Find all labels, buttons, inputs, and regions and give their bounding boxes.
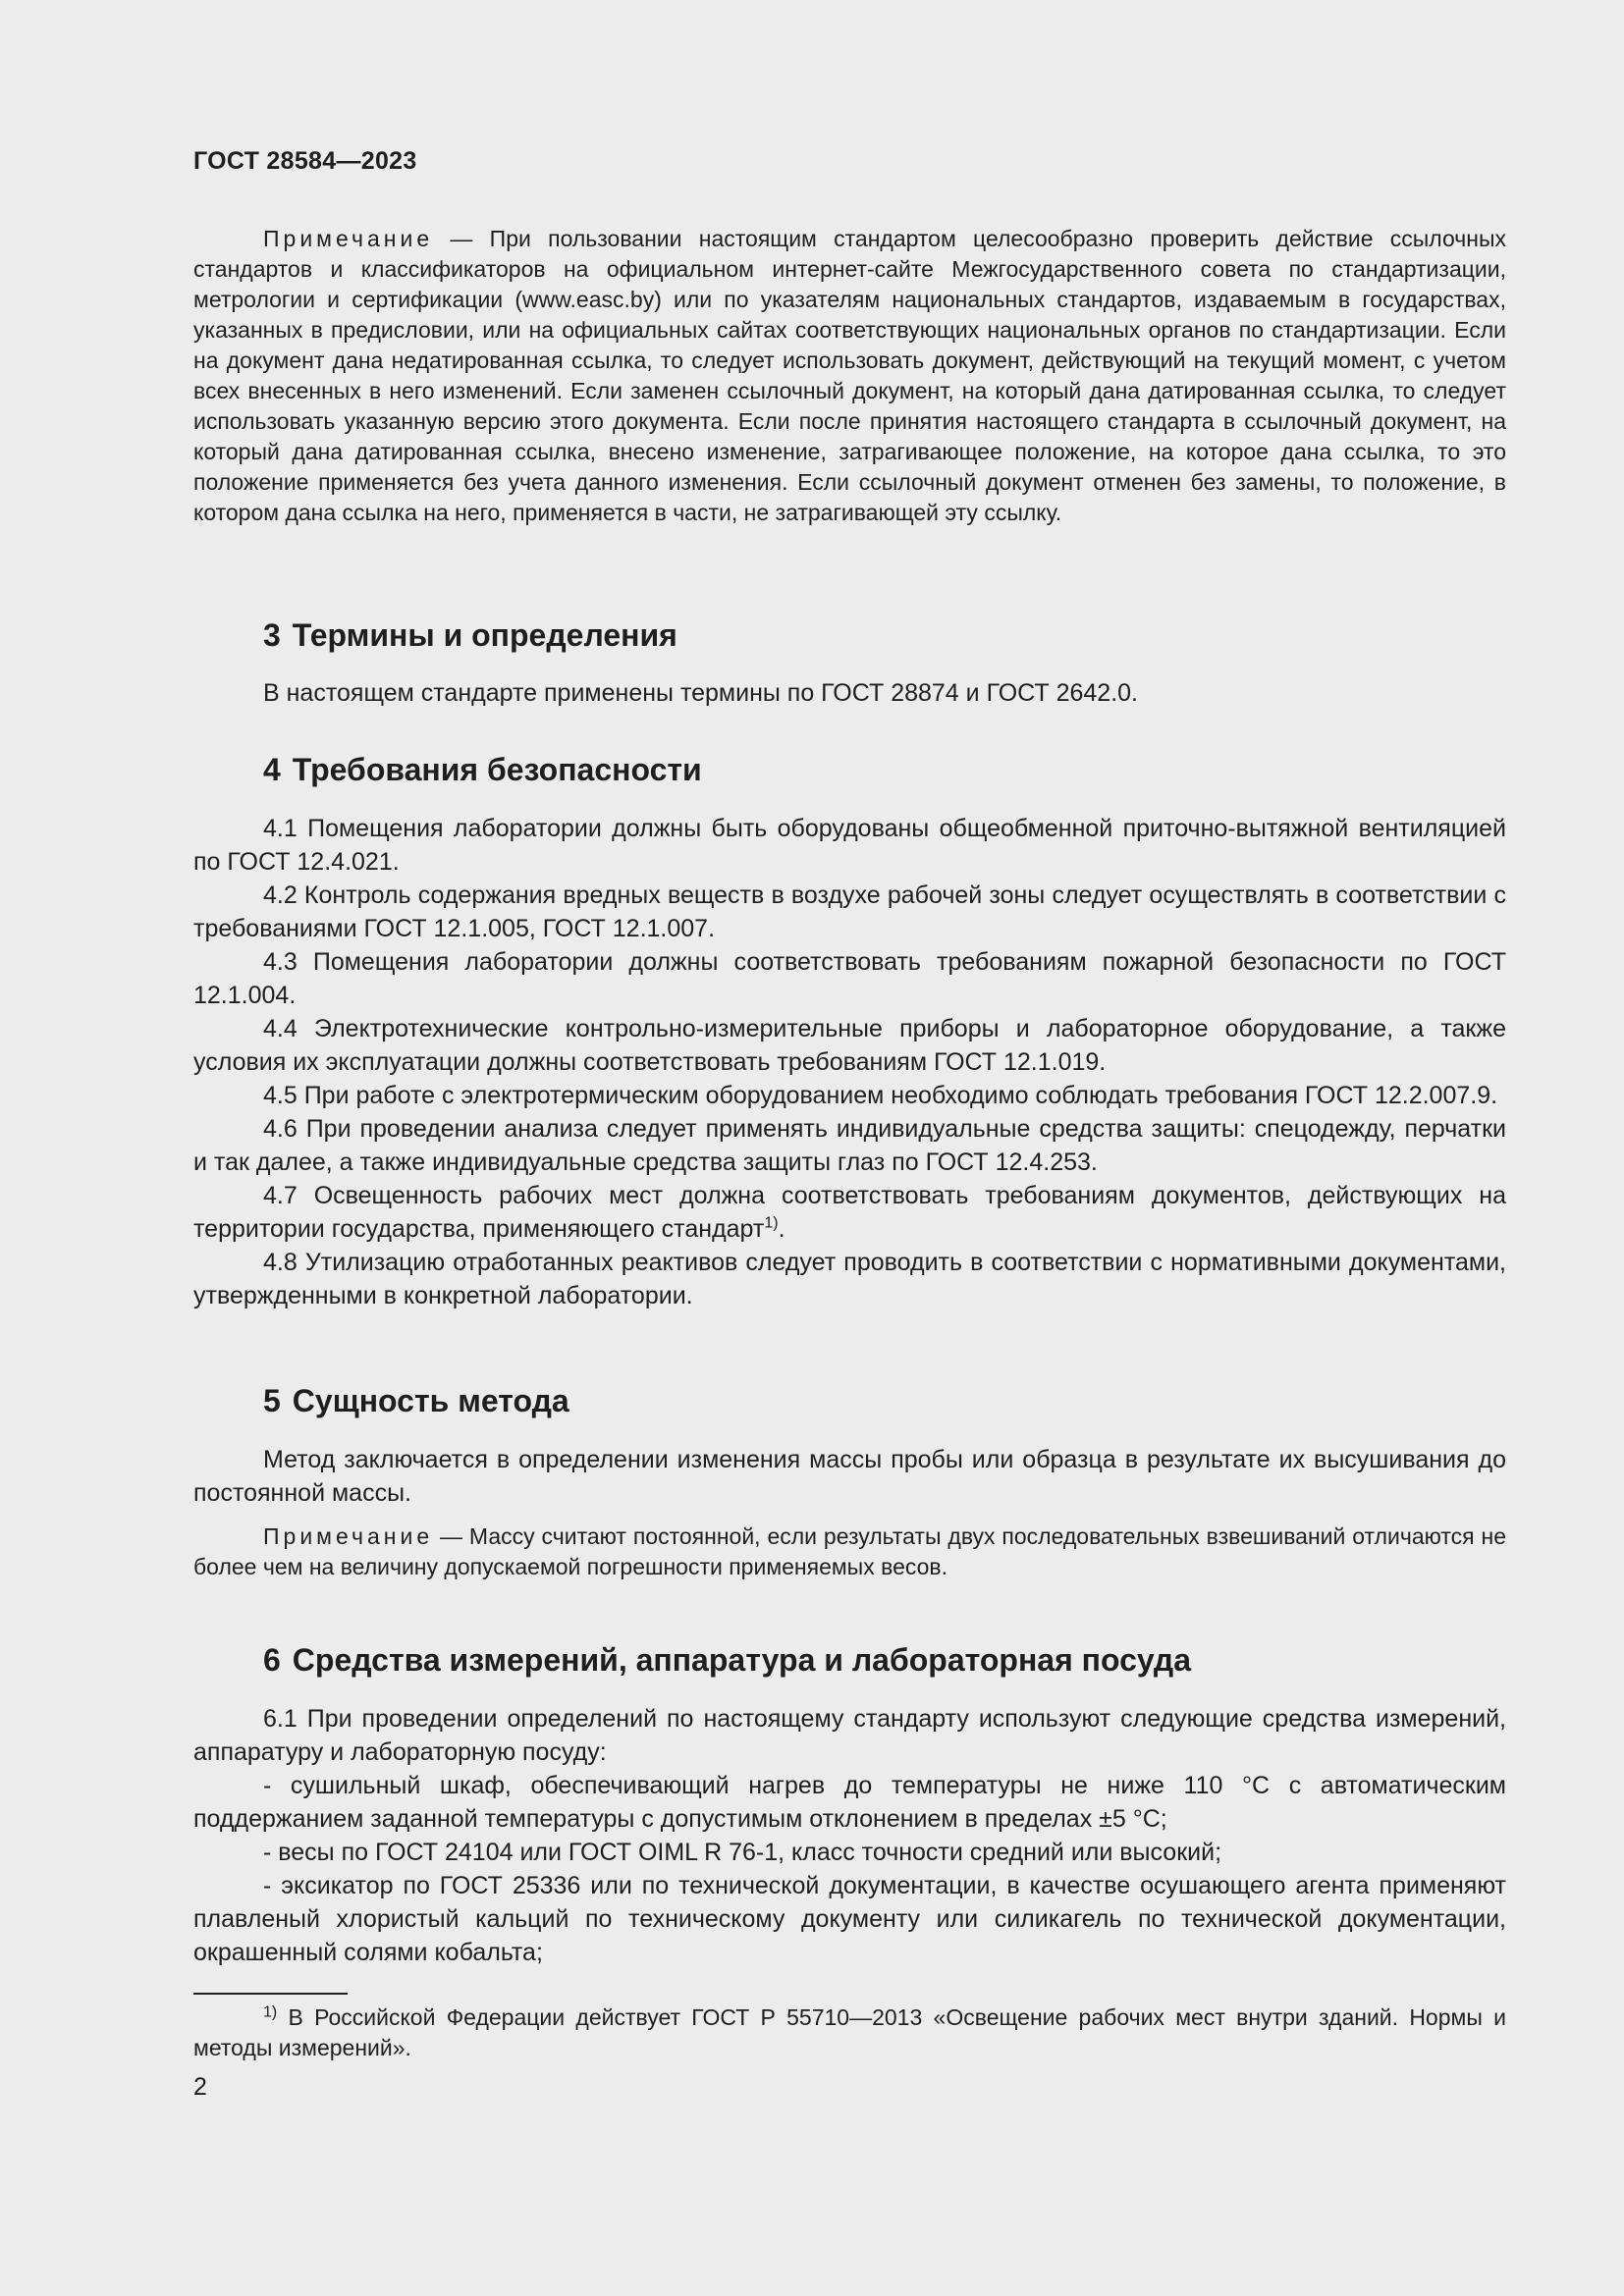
- footnote-divider: [193, 1993, 348, 1995]
- section-3-heading: [193, 615, 1506, 655]
- clause-4-4: 4.4 Электротехнические контрольно-измерительные приборы и лабораторное оборудование, а также условия их эксплуатации должны соответствовать требованиям ГОСТ 12.1.019.: [193, 1015, 1506, 1076]
- section-6-heading: [193, 1640, 1506, 1680]
- clause-4-6: 4.6 При проведении анализа следует применять индивидуальные средства защиты: спецодежду, перчатки и так далее, а также индивидуальные средства защиты глаз по ГОСТ 12.4.253.: [193, 1115, 1506, 1176]
- section-3-text: В настоящем стандарте применены термины по ГОСТ 28874 и ГОСТ 2642.0.: [263, 679, 1139, 707]
- note-label: Примечание: [263, 1523, 434, 1549]
- clause-4-7: [193, 1179, 1506, 1246]
- section-title: Сущность метода: [292, 1383, 569, 1418]
- section-title: Средства измерений, аппаратура и лабораторная посуда: [292, 1642, 1191, 1678]
- note-text: — Массу считают постоянной, если результаты двух последовательных взвешиваний отличаются не более чем на величину допускаемой погрешности применяемых весов.: [193, 1523, 1506, 1579]
- note-label: Примечание: [263, 226, 434, 251]
- clause-4-3: 4.3 Помещения лаборатории должны соответствовать требованиям пожарной безопасности по ГОСТ 12.1.004.: [193, 948, 1506, 1009]
- section-number: 3: [263, 617, 281, 653]
- section-title: Требования безопасности: [292, 752, 702, 787]
- clause-4-1: 4.1 Помещения лаборатории должны быть оборудованы общеобменной приточно-вытяжной вентиляцией по ГОСТ 12.4.021.: [193, 815, 1506, 876]
- section-4-items: [193, 812, 1506, 1312]
- footnote-mark: 1): [263, 2003, 278, 2021]
- section-number: 4: [263, 752, 281, 787]
- list-item: - эксикатор по ГОСТ 25336 или по технической документации, в качестве осушающего агента применяют плавленый хлористый кальций по техническому документу или силикагель по технической документации, окрашенный солями кобальта;: [193, 1872, 1506, 1966]
- section-3: [193, 615, 1506, 710]
- clause-4-7-end: .: [778, 1215, 785, 1243]
- list-item: - сушильный шкаф, обеспечивающий нагрев до температуры не ниже 110 °С с автоматическим поддержанием заданной температуры с допустимым отклонением в пределах ±5 °С;: [193, 1772, 1506, 1833]
- clause-4-7-text: 4.7 Освещенность рабочих мест должна соответствовать требованиям документов, действующих на территории государства, применяющего стандарт: [193, 1182, 1506, 1243]
- reference-note: [193, 224, 1506, 528]
- footnote: [193, 2002, 1506, 2063]
- section-number: 5: [263, 1383, 281, 1418]
- section-5: [193, 1381, 1506, 1582]
- clause-4-5: 4.5 При работе с электротермическим оборудованием необходимо соблюдать требования ГОСТ 12.2.007.9.: [263, 1082, 1498, 1109]
- section-title: Термины и определения: [292, 617, 677, 653]
- section-number: 6: [263, 1642, 281, 1678]
- note-text: — При пользовании настоящим стандартом целесообразно проверить действие ссылочных стандартов и классификаторов на официальном интернет-сайте Межгосударственного совета по стандартизации, метрологии и сертификации (www.easc.by) или по указателям национальных стандартов, издаваемым в государствах, указанных в предисловии, или на официальных сайтах соответствующих национальных органов по стандартизации. Если на документ дана недатированная ссылка, то следует использовать документ, действующий на текущий момент, с учетом всех внесенных в него изменений. Если заменен ссылочный документ, на который дана датированная ссылка, то следует использовать указанную версию этого документа. Если после принятия настоящего стандарта в ссылочный документ, на который дана датированная ссылка, внесено изменение, затрагивающее положение, на которое дана ссылка, то это положение применяется без учета данного изменения. Если ссылочный документ отменен без замены, то положение, в котором дана ссылка на него, применяется в части, не затрагивающей эту ссылку.: [193, 226, 1506, 525]
- clause-6-1: 6.1 При проведении определений по настоящему стандарту используют следующие средства измерений, аппаратуру и лабораторную посуду:: [193, 1705, 1506, 1766]
- list-item: - весы по ГОСТ 24104 или ГОСТ OIML R 76-1, класс точности средний или высокий;: [263, 1839, 1222, 1866]
- document-header: ГОСТ 28584—2023: [193, 147, 417, 175]
- section-5-note: [193, 1522, 1506, 1582]
- page-number: 2: [193, 2073, 207, 2101]
- section-5-text: Метод заключается в определении изменения массы пробы или образца в результате их высушивания до постоянной массы.: [193, 1446, 1506, 1507]
- footnote-ref: 1): [764, 1214, 779, 1232]
- footnote-body: В Российской Федерации действует ГОСТ Р 55710—2013 «Освещение рабочих мест внутри зданий. Нормы и методы измерений».: [193, 2004, 1506, 2060]
- note-paragraph: [193, 224, 1506, 528]
- section-6-items: [193, 1702, 1506, 1969]
- footnote-text: [193, 2002, 1506, 2063]
- clause-4-2: 4.2 Контроль содержания вредных веществ в воздухе рабочей зоны следует осуществлять в соответствии с требованиями ГОСТ 12.1.005, ГОСТ 12.1.007.: [193, 881, 1506, 942]
- clause-4-8: 4.8 Утилизацию отработанных реактивов следует проводить в соответствии с нормативными документами, утвержденными в конкретной лаборатории.: [193, 1249, 1506, 1309]
- section-4-heading: [193, 750, 1506, 789]
- section-5-heading: [193, 1381, 1506, 1420]
- section-4: [193, 750, 1506, 1312]
- section-6: [193, 1640, 1506, 1969]
